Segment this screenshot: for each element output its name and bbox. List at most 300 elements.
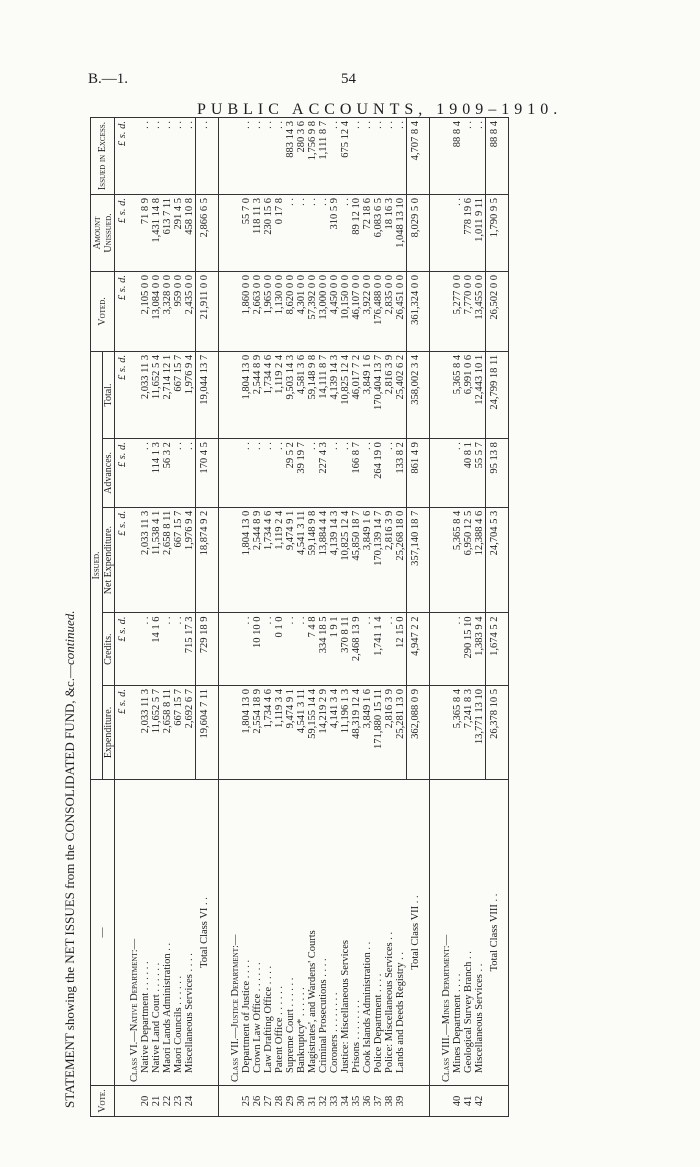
vote-number: 29 <box>285 1086 296 1117</box>
voted-total: 361,324 0 0 <box>407 272 425 352</box>
expenditure-value: 3,849 1 6 <box>362 685 373 779</box>
voted-value: 4,301 0 0 <box>296 272 307 352</box>
total-value: 1,976 9 4 <box>184 351 196 438</box>
advances-cell <box>441 439 452 508</box>
section-divider <box>503 118 509 1117</box>
row-description: Native Department . . . . . . <box>140 780 151 1086</box>
credits-value: . . <box>263 613 274 685</box>
vote-number: 21 <box>151 1086 162 1117</box>
credits-cell <box>219 613 231 685</box>
table-row <box>474 118 486 1117</box>
desc-cell <box>430 780 442 1086</box>
expenditure-value: 2,658 8 11 <box>162 685 173 779</box>
advances-value: . . <box>184 439 196 508</box>
unissued-value: 89 12 10 <box>351 195 362 272</box>
expenditure-value: 2,033 11 3 <box>140 685 151 779</box>
credits-value: 334 18 5 <box>318 613 329 685</box>
row-description: Miscellaneous Services . . <box>474 780 486 1086</box>
total-label: Total Class VIII . . <box>486 780 504 1086</box>
total-value: 1,734 4 6 <box>263 351 274 438</box>
total-cell <box>441 351 452 438</box>
ledger-body <box>115 118 509 1117</box>
excess-cell <box>430 118 442 195</box>
unissued-value: 71 8 9 <box>140 195 151 272</box>
voted-unit: £ s. d. <box>115 272 130 352</box>
excess-value: . . <box>329 118 340 195</box>
vote-number: 20 <box>140 1086 151 1117</box>
voted-value: 959 0 0 <box>173 272 184 352</box>
vote-number: 35 <box>351 1086 362 1117</box>
net-expenditure-cell <box>230 507 241 613</box>
total-value: 10,825 12 4 <box>340 351 351 438</box>
voted-cell <box>441 272 452 352</box>
vote-number: 37 <box>373 1086 384 1117</box>
credits-value: . . <box>162 613 173 685</box>
voted-value: 7,770 0 0 <box>463 272 474 352</box>
voted-value: 1,860 0 0 <box>241 272 252 352</box>
credits-value: 14 1 6 <box>151 613 162 685</box>
advances-cell <box>503 439 509 508</box>
row-description: Coroners . . . . . . . . <box>329 780 340 1086</box>
advances-value: . . <box>173 439 184 508</box>
unissued-value: . . <box>285 195 296 272</box>
total-total: 24,799 18 11 <box>486 351 504 438</box>
advances-value: 133 8 2 <box>395 439 407 508</box>
ledger-table <box>90 117 509 1117</box>
unissued-value: 230 15 6 <box>263 195 274 272</box>
vote-number: 40 <box>452 1086 463 1117</box>
expenditure-unit: £ s. d. <box>115 685 130 779</box>
excess-value: 280 3 6 <box>296 118 307 195</box>
total-value: 25,402 6 2 <box>395 351 407 438</box>
desc-cell <box>115 780 130 1086</box>
excess-value: . . <box>252 118 263 195</box>
unissued-cell <box>129 195 140 272</box>
col-excess: Issued in Excess. <box>91 118 115 195</box>
excess-total: 4,707 8 4 <box>407 118 425 195</box>
net-expenditure-value: 1,119 2 4 <box>274 507 285 613</box>
voted-value: 57,392 0 0 <box>307 272 318 352</box>
row-description: Police: Miscellaneous Services . . <box>384 780 395 1086</box>
credits-cell <box>430 613 442 685</box>
total-value: 14,111 8 7 <box>318 351 329 438</box>
vote-number: 36 <box>362 1086 373 1117</box>
excess-value: . . <box>373 118 384 195</box>
net-expenditure-value: 59,148 9 8 <box>307 507 318 613</box>
credits-value: . . <box>362 613 373 685</box>
net-expenditure-value: 9,474 9 1 <box>285 507 296 613</box>
voted-value: 2,435 0 0 <box>184 272 196 352</box>
excess-cell <box>503 118 509 195</box>
vote-cell <box>503 1086 509 1117</box>
net-expenditure-value: 2,816 3 9 <box>384 507 395 613</box>
unissued-cell <box>430 195 442 272</box>
col-issued: Issued. <box>91 351 103 779</box>
voted-cell <box>503 272 509 352</box>
expenditure-value: 4,141 3 4 <box>329 685 340 779</box>
net-expenditure-cell <box>129 507 140 613</box>
excess-value: 1,111 8 7 <box>318 118 329 195</box>
class-heading: Class VI.—Native Department:— <box>129 780 140 1086</box>
table-row <box>307 118 318 1117</box>
credits-value: . . <box>452 613 463 685</box>
net-expenditure-cell <box>441 507 452 613</box>
row-description: Bankruptcy* . . . . . . <box>296 780 307 1086</box>
credits-value: 7 4 8 <box>307 613 318 685</box>
vote-number: 33 <box>329 1086 340 1117</box>
vote-number: 28 <box>274 1086 285 1117</box>
table-row <box>384 118 395 1117</box>
expenditure-total: 19,604 7 11 <box>196 685 214 779</box>
expenditure-value: 13,771 13 10 <box>474 685 486 779</box>
row-description: Geological Survey Branch . . <box>463 780 474 1086</box>
credits-value: 1 9 1 <box>329 613 340 685</box>
total-total: 19,044 13 7 <box>196 351 214 438</box>
voted-value: 13,000 0 0 <box>318 272 329 352</box>
net-expenditure-value: 4,139 14 3 <box>329 507 340 613</box>
desc-cell <box>503 780 509 1086</box>
voted-value: 8,620 0 0 <box>285 272 296 352</box>
expenditure-value: 5,365 8 4 <box>452 685 463 779</box>
unissued-unit: £ s. d. <box>115 195 130 272</box>
credits-value: 290 15 10 <box>463 613 474 685</box>
total-cell <box>430 351 442 438</box>
total-value: 46,017 7 2 <box>351 351 362 438</box>
credits-value: 1,383 9 4 <box>474 613 486 685</box>
unissued-cell <box>219 195 231 272</box>
total-cell <box>129 351 140 438</box>
excess-cell <box>219 118 231 195</box>
net-expenditure-cell <box>219 507 231 613</box>
page-title: PUBLIC ACCOUNTS, 1909–1910. <box>197 101 563 118</box>
voted-total: 26,502 0 0 <box>486 272 504 352</box>
vote-number: 41 <box>463 1086 474 1117</box>
excess-value: . . <box>384 118 395 195</box>
voted-value: 46,107 0 0 <box>351 272 362 352</box>
voted-value: 1,965 0 0 <box>263 272 274 352</box>
unissued-cell <box>503 195 509 272</box>
voted-value: 3,922 0 0 <box>362 272 373 352</box>
table-row <box>373 118 384 1117</box>
excess-value: . . <box>463 118 474 195</box>
advances-value: 56 3 2 <box>162 439 173 508</box>
expenditure-value: 1,734 4 6 <box>263 685 274 779</box>
expenditure-cell <box>441 685 452 779</box>
advances-cell <box>219 439 231 508</box>
net-expenditure-value: 4,541 3 11 <box>296 507 307 613</box>
net-expenditure-total: 18,874 9 2 <box>196 507 214 613</box>
advances-total: 170 4 5 <box>196 439 214 508</box>
net-expenditure-value: 45,850 18 7 <box>351 507 362 613</box>
expenditure-value: 171,880 15 11 <box>373 685 384 779</box>
advances-value: . . <box>329 439 340 508</box>
col-vote: Vote. <box>91 1086 115 1117</box>
advances-total: 95 13 8 <box>486 439 504 508</box>
excess-value: . . <box>263 118 274 195</box>
unissued-value: 6,083 6 5 <box>373 195 384 272</box>
total-value: 12,443 10 1 <box>474 351 486 438</box>
row-description: Justice: Miscellaneous Services <box>340 780 351 1086</box>
table-row <box>395 118 407 1117</box>
net-expenditure-value: 2,033 11 3 <box>140 507 151 613</box>
excess-value: . . <box>173 118 184 195</box>
total-value: 6,991 0 6 <box>463 351 474 438</box>
expenditure-cell <box>430 685 442 779</box>
vote-number: 24 <box>184 1086 196 1117</box>
net-expenditure-value: 1,734 4 6 <box>263 507 274 613</box>
expenditure-value: 1,804 13 0 <box>241 685 252 779</box>
vote-number: 42 <box>474 1086 486 1117</box>
statement-main: STATEMENT showing the NET ISSUES from the CONSOLIDATED FUND, &c.— <box>62 665 77 1108</box>
total-cell <box>219 351 231 438</box>
credits-value: 10 10 0 <box>252 613 263 685</box>
col-credits: Credits. <box>103 613 115 685</box>
unissued-value: 1,431 14 8 <box>151 195 162 272</box>
vote-number: 30 <box>296 1086 307 1117</box>
expenditure-value: 9,474 9 1 <box>285 685 296 779</box>
credits-total: 729 18 9 <box>196 613 214 685</box>
credits-value: 12 15 0 <box>395 613 407 685</box>
table-row <box>463 118 474 1117</box>
expenditure-value: 2,816 3 9 <box>384 685 395 779</box>
table-row <box>329 118 340 1117</box>
expenditure-value: 59,155 14 4 <box>307 685 318 779</box>
net-expenditure-value: 25,268 18 0 <box>395 507 407 613</box>
excess-value: 1,756 9 8 <box>307 118 318 195</box>
net-expenditure-value: 13,884 4 4 <box>318 507 329 613</box>
unissued-total: 2,866 6 5 <box>196 195 214 272</box>
excess-unit: £ s. d. <box>115 118 130 195</box>
table-row <box>151 118 162 1117</box>
col-unissued: Amount Unissued. <box>91 195 115 272</box>
net-expenditure-value: 667 15 7 <box>173 507 184 613</box>
unissued-value: 0 17 8 <box>274 195 285 272</box>
row-description: Maori Councils . . . . . . <box>173 780 184 1086</box>
excess-cell <box>230 118 241 195</box>
unissued-value: 291 4 5 <box>173 195 184 272</box>
advances-value: . . <box>263 439 274 508</box>
excess-total: 88 8 4 <box>486 118 504 195</box>
class-heading-row <box>129 118 140 1117</box>
row-description: Supreme Court . . . . . . <box>285 780 296 1086</box>
row-description: Magistrates', and Wardens' Courts <box>307 780 318 1086</box>
unissued-value: 613 7 11 <box>162 195 173 272</box>
advances-value: 114 1 3 <box>151 439 162 508</box>
expenditure-value: 25,281 13 0 <box>395 685 407 779</box>
credits-value: 715 17 3 <box>184 613 196 685</box>
advances-unit: £ s. d. <box>115 439 130 508</box>
credits-value: . . <box>384 613 395 685</box>
desc-cell <box>219 780 231 1086</box>
class-heading: Class VII.—Justice Department:— <box>230 780 241 1086</box>
voted-value: 3,328 0 0 <box>162 272 173 352</box>
class-heading-row <box>441 118 452 1117</box>
advances-cell <box>230 439 241 508</box>
excess-value: . . <box>140 118 151 195</box>
unissued-value: 310 5 9 <box>329 195 340 272</box>
row-description: Police Department . . . . <box>373 780 384 1086</box>
advances-total: 861 4 9 <box>407 439 425 508</box>
advances-value: 227 4 3 <box>318 439 329 508</box>
expenditure-value: 1,119 3 4 <box>274 685 285 779</box>
voted-value: 1,130 0 0 <box>274 272 285 352</box>
advances-cell <box>430 439 442 508</box>
class-heading-row <box>230 118 241 1117</box>
advances-value: 39 19 7 <box>296 439 307 508</box>
net-expenditure-value: 2,544 8 9 <box>252 507 263 613</box>
table-row <box>263 118 274 1117</box>
table-row <box>285 118 296 1117</box>
total-total: 358,002 3 4 <box>407 351 425 438</box>
net-expenditure-total: 24,704 5 3 <box>486 507 504 613</box>
col-description: — <box>91 780 115 1086</box>
total-value: 1,804 13 0 <box>241 351 252 438</box>
total-cell <box>230 351 241 438</box>
table-row <box>340 118 351 1117</box>
net-expenditure-cell <box>430 507 442 613</box>
row-description: Department of Justice . . . . <box>241 780 252 1086</box>
vote-number: 22 <box>162 1086 173 1117</box>
total-value: 1,119 2 4 <box>274 351 285 438</box>
advances-value: . . <box>252 439 263 508</box>
excess-value: . . <box>362 118 373 195</box>
credits-cell <box>503 613 509 685</box>
total-label: Total Class VII . . <box>407 780 425 1086</box>
total-label: Total Class VI . . <box>196 780 214 1086</box>
credits-value: 1,741 1 4 <box>373 613 384 685</box>
excess-value: . . <box>351 118 362 195</box>
table-row <box>184 118 196 1117</box>
credits-value: 370 8 11 <box>340 613 351 685</box>
voted-value: 5,277 0 0 <box>452 272 463 352</box>
unissued-value: 1,011 9 11 <box>474 195 486 272</box>
net-expenditure-cell <box>503 507 509 613</box>
voted-value: 2,663 0 0 <box>252 272 263 352</box>
vote-cell <box>219 1086 231 1117</box>
expenditure-cell <box>219 685 231 779</box>
voted-cell <box>129 272 140 352</box>
excess-cell <box>129 118 140 195</box>
table-row <box>241 118 252 1117</box>
voted-value: 2,105 0 0 <box>140 272 151 352</box>
vote-number: 26 <box>252 1086 263 1117</box>
vote-number: 39 <box>395 1086 407 1117</box>
credits-value: 0 1 0 <box>274 613 285 685</box>
expenditure-value: 2,554 18 9 <box>252 685 263 779</box>
total-value: 5,365 8 4 <box>452 351 463 438</box>
unissued-value: . . <box>318 195 329 272</box>
unissued-value: . . <box>452 195 463 272</box>
net-expenditure-value: 12,388 4 6 <box>474 507 486 613</box>
net-expenditure-value: 2,658 8 11 <box>162 507 173 613</box>
voted-value: 13,455 0 0 <box>474 272 486 352</box>
net-expenditure-value: 11,538 4 1 <box>151 507 162 613</box>
expenditure-total: 26,378 10 5 <box>486 685 504 779</box>
voted-value: 10,150 0 0 <box>340 272 351 352</box>
expenditure-value: 4,541 3 11 <box>296 685 307 779</box>
table-row <box>351 118 362 1117</box>
ledger-rotated <box>90 117 602 1117</box>
class-total-row <box>196 118 214 1117</box>
page-ref: B.—1. <box>88 71 129 87</box>
unissued-cell <box>230 195 241 272</box>
credits-cell <box>441 613 452 685</box>
unissued-value: 118 11 3 <box>252 195 263 272</box>
net-expenditure-total: 357,140 18 7 <box>407 507 425 613</box>
vote-number: 32 <box>318 1086 329 1117</box>
voted-cell <box>230 272 241 352</box>
credits-cell <box>129 613 140 685</box>
unissued-value: 458 10 8 <box>184 195 196 272</box>
vote-number: 38 <box>384 1086 395 1117</box>
expenditure-value: 48,319 12 4 <box>351 685 362 779</box>
advances-value: . . <box>362 439 373 508</box>
advances-cell <box>129 439 140 508</box>
vote-number: 23 <box>173 1086 184 1117</box>
table-row <box>162 118 173 1117</box>
total-value: 170,404 13 7 <box>373 351 384 438</box>
vote-cell <box>115 1086 130 1117</box>
col-advances: Advances. <box>103 439 115 508</box>
expenditure-total: 362,088 0 9 <box>407 685 425 779</box>
credits-value: . . <box>285 613 296 685</box>
expenditure-cell <box>129 685 140 779</box>
voted-cell <box>430 272 442 352</box>
credits-total: 1,674 5 2 <box>486 613 504 685</box>
advances-value: 55 5 7 <box>474 439 486 508</box>
col-net-expenditure: Net Expenditure. <box>103 507 115 613</box>
net-expenditure-value: 3,849 1 6 <box>362 507 373 613</box>
class-total-row <box>486 118 504 1117</box>
row-description: Lands and Deeds Registry . . <box>395 780 407 1086</box>
unissued-total: 1,790 9 5 <box>486 195 504 272</box>
vote-number: 27 <box>263 1086 274 1117</box>
col-voted: Voted. <box>91 272 115 352</box>
voted-value: 13,084 0 0 <box>151 272 162 352</box>
unissued-value: . . <box>307 195 318 272</box>
excess-value: . . <box>162 118 173 195</box>
excess-value: . . <box>274 118 285 195</box>
vote-cell <box>129 1086 140 1117</box>
total-value: 2,544 8 9 <box>252 351 263 438</box>
excess-value: . . <box>241 118 252 195</box>
total-value: 59,148 9 8 <box>307 351 318 438</box>
excess-value: . . <box>151 118 162 195</box>
credits-cell <box>230 613 241 685</box>
total-value: 2,714 12 1 <box>162 351 173 438</box>
net-expenditure-value: 1,976 9 4 <box>184 507 196 613</box>
total-unit: £ s. d. <box>115 351 130 438</box>
statement-heading <box>62 168 88 1108</box>
excess-total: . . <box>196 118 214 195</box>
table-row <box>318 118 329 1117</box>
total-value: 4,139 14 3 <box>329 351 340 438</box>
vote-number: 25 <box>241 1086 252 1117</box>
vote-cell <box>430 1086 442 1117</box>
advances-value: . . <box>307 439 318 508</box>
total-value: 11,652 5 4 <box>151 351 162 438</box>
voted-value: 176,488 0 0 <box>373 272 384 352</box>
total-value: 4,581 3 6 <box>296 351 307 438</box>
vote-cell <box>196 1086 214 1117</box>
expenditure-value: 11,652 5 7 <box>151 685 162 779</box>
net-expenditure-value: 10,825 12 4 <box>340 507 351 613</box>
expenditure-cell <box>503 685 509 779</box>
unissued-value: . . <box>340 195 351 272</box>
voted-value: 2,835 0 0 <box>384 272 395 352</box>
row-description: Patent Office . . . . . . <box>274 780 285 1086</box>
voted-total: 21,911 0 0 <box>196 272 214 352</box>
